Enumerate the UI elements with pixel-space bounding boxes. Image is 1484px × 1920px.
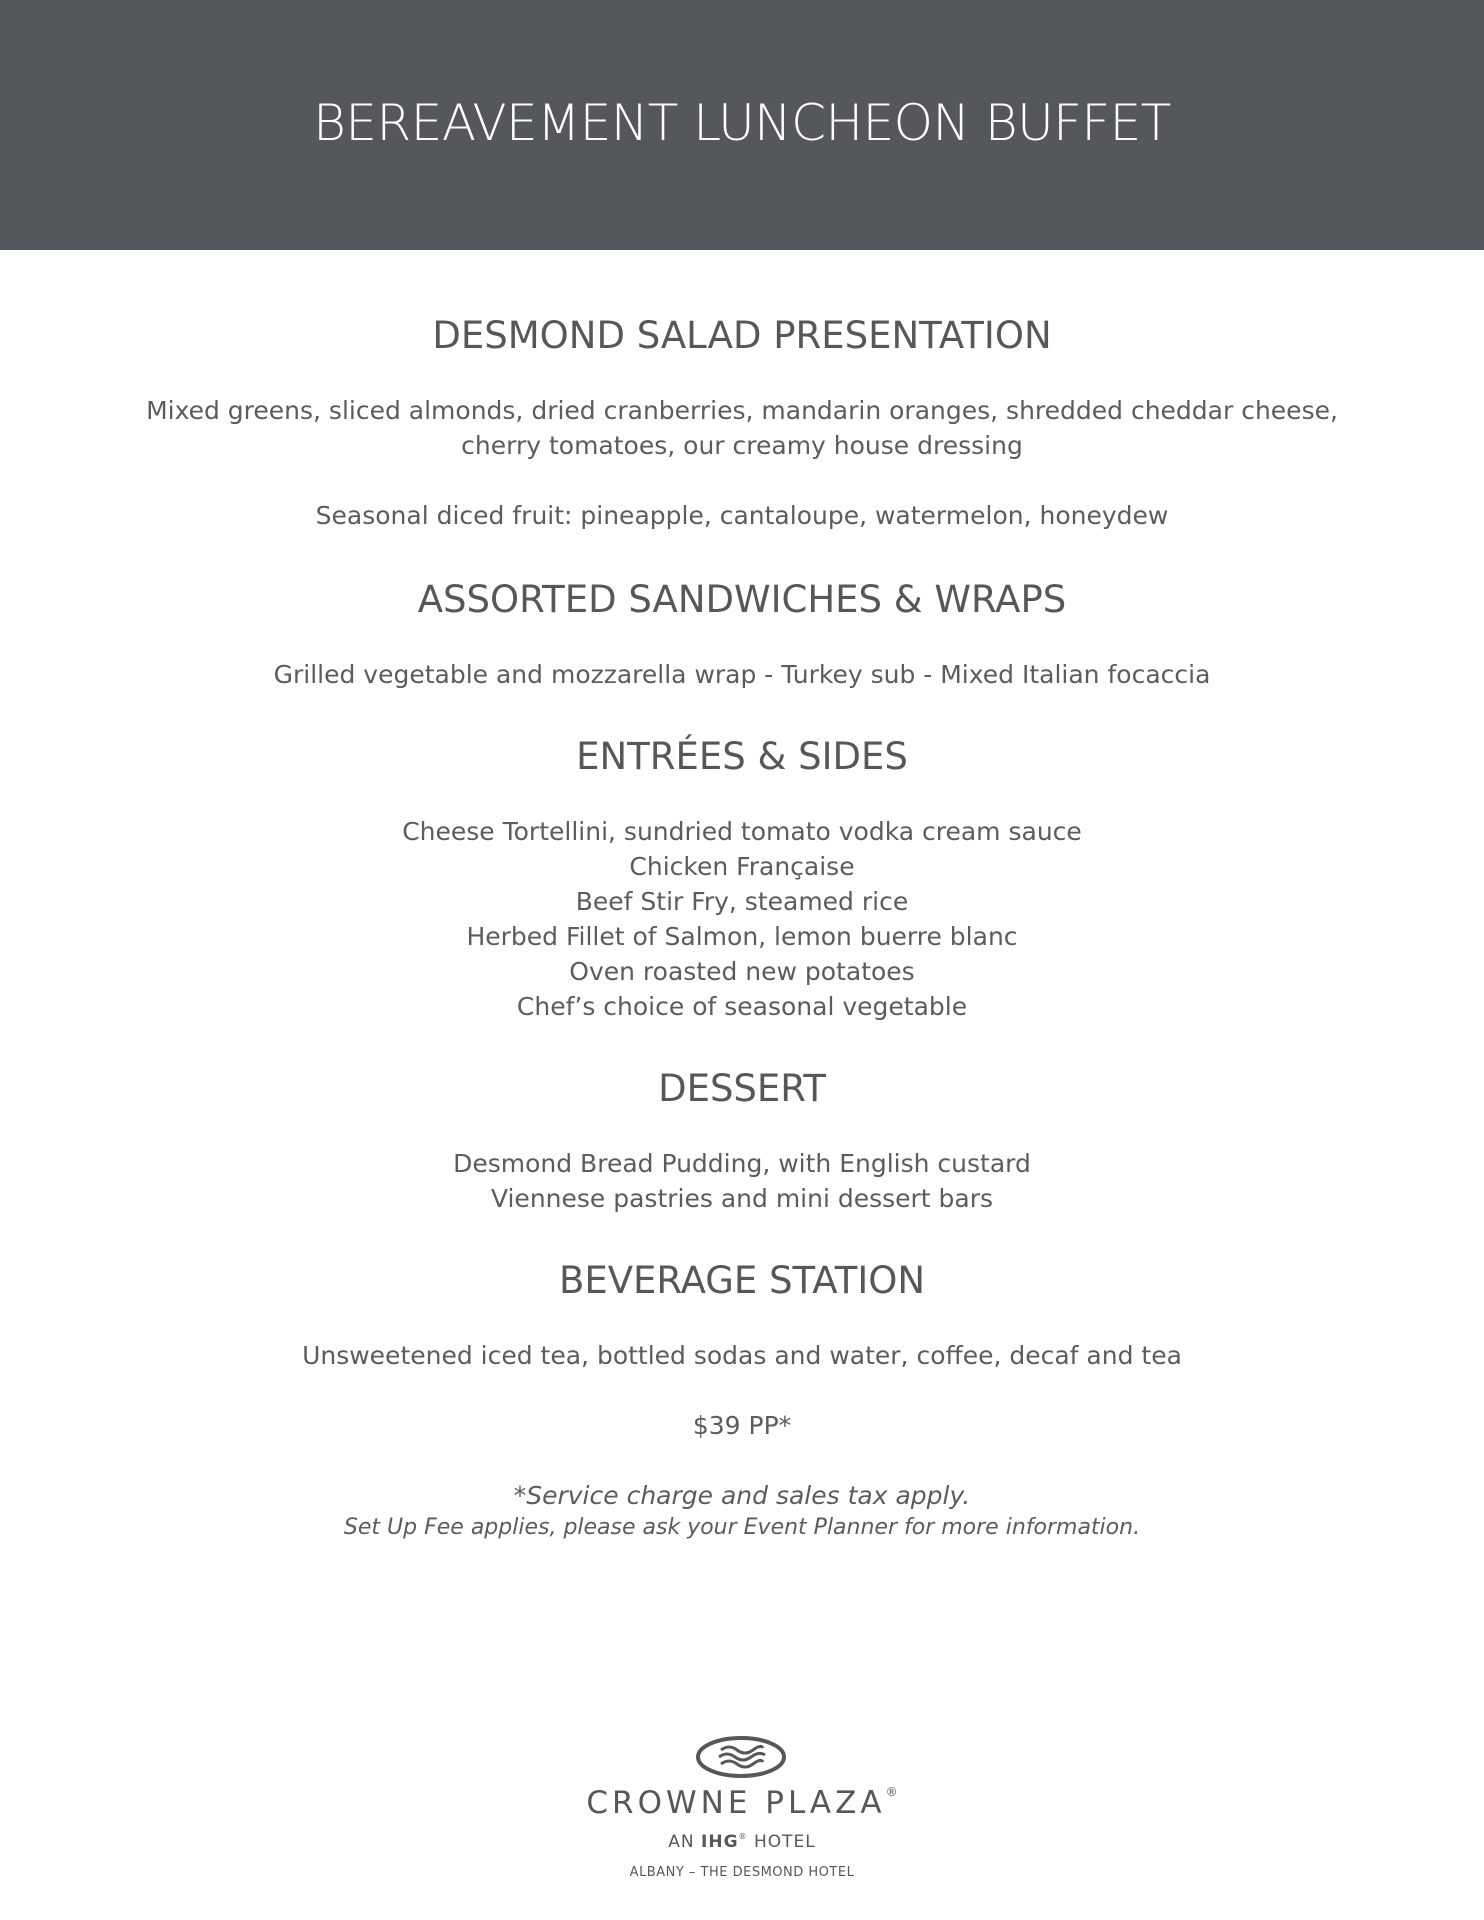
menu-line: Seasonal diced fruit: pineapple, cantaloupe, watermelon, honeydew (315, 501, 1169, 530)
crowne-plaza-logo (0, 1735, 1484, 1885)
menu-line: Mixed greens, sliced almonds, dried cranberries, mandarin oranges, shredded cheddar cheese, (146, 396, 1338, 425)
section-heading-salad: DESMOND SALAD PRESENTATION (432, 314, 1052, 357)
crowne-plaza-wave-icon (695, 1735, 787, 1779)
menu-line: Herbed Fillet of Salmon, lemon buerre blanc (466, 922, 1018, 951)
menu-line: Cheese Tortellini, sundried tomato vodka cream sauce (402, 817, 1082, 846)
brand-subline: AN IHG® HOTEL (668, 1832, 816, 1852)
menu-line: Beef Stir Fry, steamed rice (575, 887, 909, 916)
service-charge-note: *Service charge and sales tax apply. (513, 1481, 971, 1510)
page-title: BEREAVEMENT LUNCHEON BUFFET (313, 94, 1171, 152)
menu-line: Viennese pastries and mini dessert bars (490, 1184, 994, 1213)
menu-line: Chicken Française (629, 852, 855, 881)
section-heading-entrees: ENTRÉES & SIDES (576, 735, 908, 778)
menu-line: Unsweetened iced tea, bottled sodas and water, coffee, decaf and tea (302, 1341, 1182, 1370)
section-heading-dessert: DESSERT (658, 1067, 826, 1110)
brand-name: CROWNE PLAZA® (586, 1785, 898, 1821)
price: $39 PP* (692, 1411, 792, 1440)
section-heading-sandwiches: ASSORTED SANDWICHES & WRAPS (417, 578, 1067, 621)
hotel-location: ALBANY – THE DESMOND HOTEL (629, 1865, 855, 1880)
setup-fee-note: Set Up Fee applies, please ask your Event Planner for more information. (343, 1515, 1141, 1540)
menu-line: Chef’s choice of seasonal vegetable (516, 992, 968, 1021)
menu-line: cherry tomatoes, our creamy house dressing (461, 431, 1023, 460)
section-heading-beverage: BEVERAGE STATION (558, 1259, 926, 1302)
menu-line: Desmond Bread Pudding, with English custard (453, 1149, 1031, 1178)
menu-line: Grilled vegetable and mozzarella wrap - Turkey sub - Mixed Italian focaccia (273, 660, 1211, 689)
menu-line: Oven roasted new potatoes (569, 957, 915, 986)
